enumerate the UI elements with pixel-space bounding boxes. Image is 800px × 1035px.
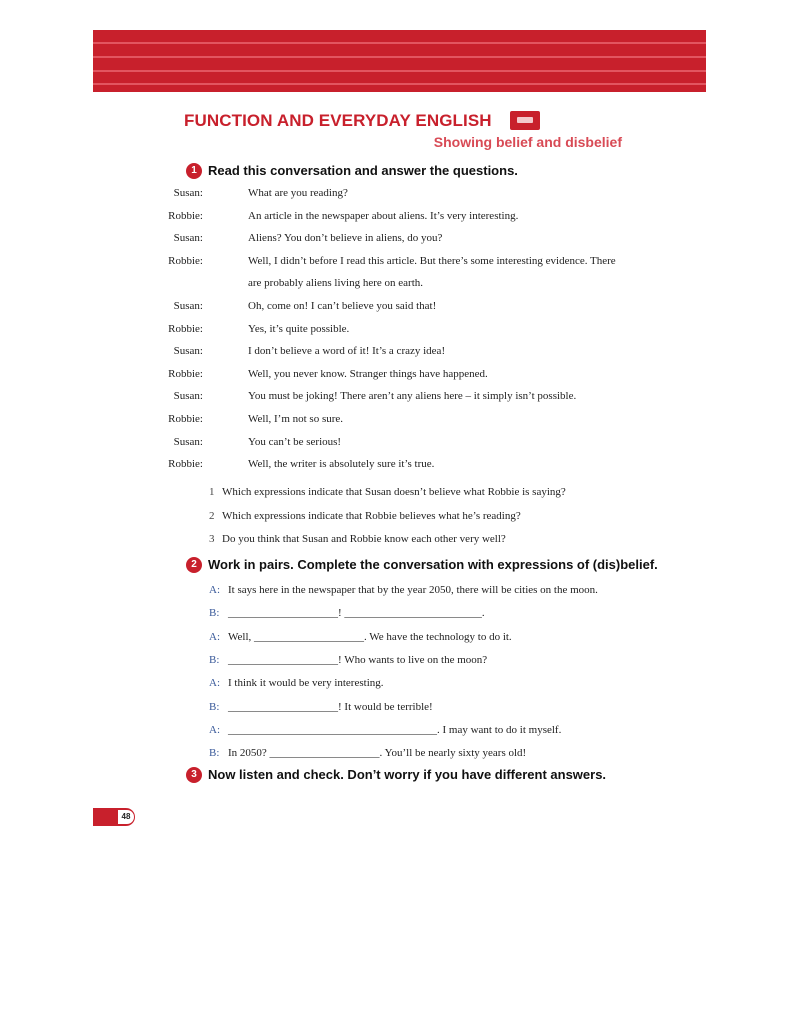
dialogue-speaker: Susan: [173,436,203,448]
dialogue-speaker: Susan: [173,300,203,312]
dialogue-speaker: Robbie: [168,458,203,470]
dialogue-line: Oh, come on! I can’t believe you said that! [248,300,437,312]
exercise-3-number: 3 [186,767,202,783]
exercise-3-instruction: Now listen and check. Don’t worry if you have different answers. [208,767,607,782]
exercise-1-number: 1 [186,163,202,179]
page-subtitle: Showing belief and disbelief [433,134,622,150]
dialogue-speaker: Susan: [173,345,203,357]
completion-line: Well, ____________________. We have the technology to do it. [228,631,512,643]
dialogue-speaker: Susan: [173,390,203,402]
video-screen-icon [510,111,540,130]
dialogue-speaker: Robbie: [168,413,203,425]
question-number: 2 [209,510,215,522]
dialogue-speaker: Susan: [173,187,203,199]
header-band [93,30,706,92]
speaker-label: A: [209,584,220,596]
page-title: FUNCTION AND EVERYDAY ENGLISH [184,111,492,130]
dialogue-speaker: Robbie: [168,323,203,335]
completion-line: ____________________! It would be terrible! [228,701,433,713]
dialogue-line: are probably aliens living here on earth. [248,277,424,289]
dialogue-line: What are you reading? [248,187,348,199]
dialogue-line: Yes, it’s quite possible. [248,323,350,335]
page-number: 48 [118,810,134,824]
dialogue-line: You must be joking! There aren’t any aliens here – it simply isn’t possible. [248,390,577,402]
question-number: 3 [209,533,215,545]
dialogue-line: Well, I’m not so sure. [248,413,344,425]
completion-line: I think it would be very interesting. [228,677,384,689]
dialogue-line: Well, I didn’t before I read this article. But there’s some interesting evidence. There [248,255,616,267]
question-text: Do you think that Susan and Robbie know each other very well? [222,533,506,545]
completion-line: ____________________! _________________________. [228,607,485,619]
speaker-label: B: [209,607,220,619]
dialogue-speaker: Susan: [173,232,203,244]
dialogue-line: An article in the newspaper about aliens. It’s very interesting. [248,210,519,222]
exercise-2-number: 2 [186,557,202,573]
exercise-2-instruction: Work in pairs. Complete the conversation with expressions of (dis)belief. [208,557,658,572]
question-number: 1 [209,486,215,498]
dialogue-speaker: Robbie: [168,368,203,380]
dialogue-line: Well, the writer is absolutely sure it’s true. [248,458,435,470]
speaker-label: B: [209,747,220,759]
completion-line: In 2050? ____________________. You’ll be nearly sixty years old! [228,747,527,759]
completion-line: ______________________________________. I may want to do it myself. [228,724,562,736]
speaker-label: A: [209,724,220,736]
dialogue-line: Aliens? You don’t believe in aliens, do you? [248,232,443,244]
speaker-label: B: [209,654,220,666]
dialogue-line: You can’t be serious! [248,436,342,448]
dialogue-line: Well, you never know. Stranger things have happened. [248,368,488,380]
completion-line: ____________________! Who wants to live on the moon? [228,654,488,666]
dialogue-speaker: Robbie: [168,255,203,267]
question-text: Which expressions indicate that Susan doesn’t believe what Robbie is saying? [222,486,566,498]
completion-line: It says here in the newspaper that by the year 2050, there will be cities on the moon. [228,584,598,596]
dialogue-line: I don’t believe a word of it! It’s a crazy idea! [248,345,446,357]
speaker-label: A: [209,631,220,643]
question-text: Which expressions indicate that Robbie believes what he’s reading? [222,510,521,522]
exercise-1-instruction: Read this conversation and answer the questions. [208,163,518,178]
speaker-label: B: [209,701,220,713]
speaker-label: A: [209,677,220,689]
dialogue-speaker: Robbie: [168,210,203,222]
